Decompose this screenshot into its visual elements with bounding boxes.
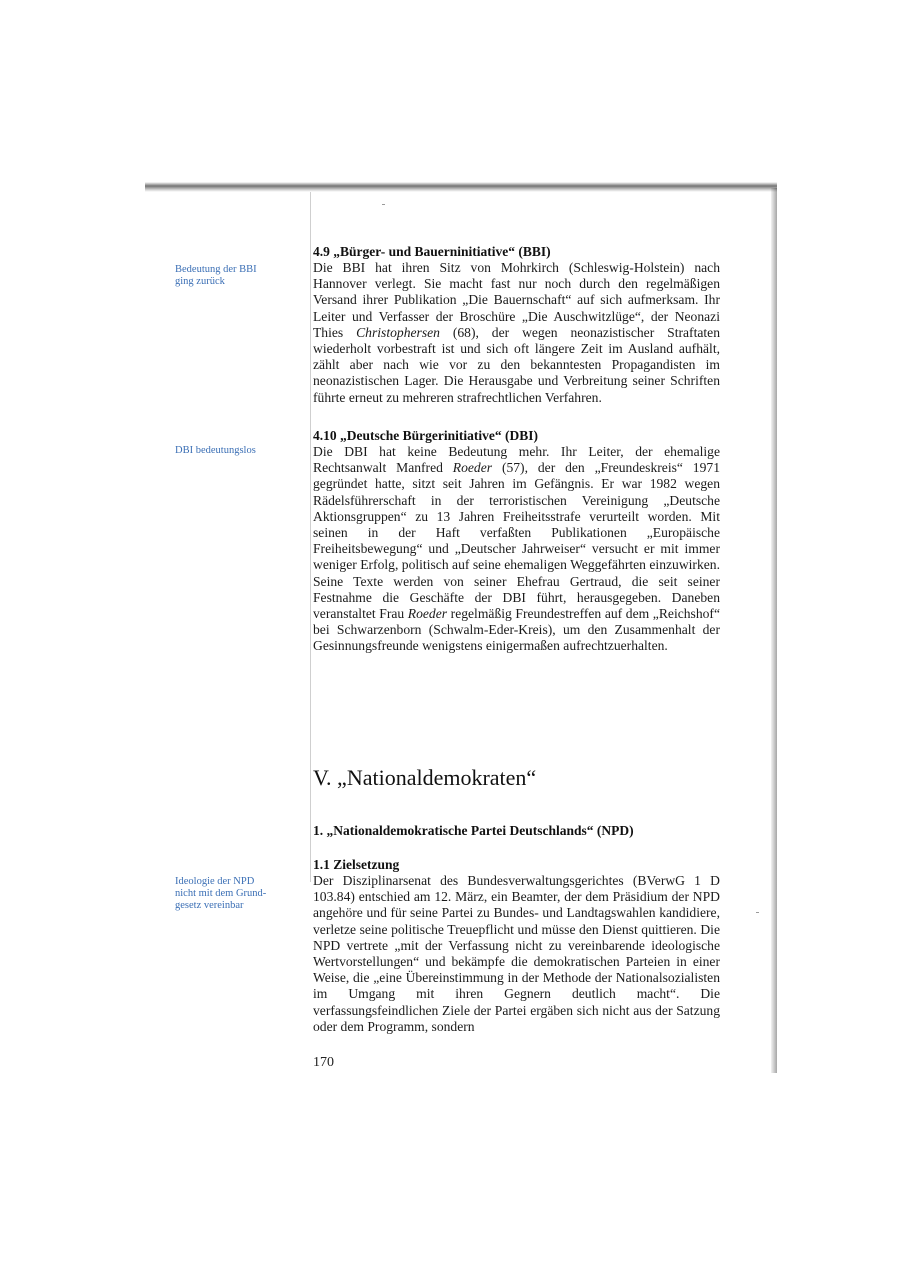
text-run: Die DBI hat keine Bedeutung mehr. Ihr Leiter, der ehemalige Rechtsanwalt Manfred <box>313 444 720 476</box>
paragraph <box>313 873 720 1035</box>
margin-note-dbi: DBI bedeutungslos <box>175 445 256 456</box>
page-number: 170 <box>313 1055 334 1070</box>
paragraph <box>313 444 720 655</box>
paragraph <box>313 260 720 406</box>
text-run: regelmäßig Freundestreffen auf dem „Reichshof“ bei Schwarzenborn (Schwalm-Eder-Kreis), um den Zusammenhalt der Gesinnungsfreunde wenigstens einigermaßen aufrechtzuerhalten. <box>313 606 720 654</box>
margin-note-bbi: Bedeutung der BBI ging zurück <box>175 264 257 287</box>
chapter-title: V. „Nationaldemokraten“ <box>313 765 537 790</box>
margin-note-npd: Ideologie der NPD nicht mit dem Grund- gesetz vereinbar <box>175 876 267 911</box>
italic-name: Roeder <box>452 460 493 476</box>
section-body-4-10 <box>313 444 720 655</box>
section-heading-4-9: 4.9 „Bürger- und Bauerninitiative“ (BBI) <box>313 244 551 259</box>
column-divider <box>310 192 311 882</box>
scan-top-edge-shadow <box>145 182 777 192</box>
text-run: Die BBI hat ihren Sitz von Mohrkirch (Schleswig-Holstein) nach Hannover verlegt. Sie macht fast nur noch durch den regelmäßigen Versand ihrer Publikation „Die Bauernschaft“ auf sich aufmerksam. Ihr Leiter und Verfasser der Broschüre „Die Auschwitzlüge“, der Neonazi Thies <box>313 260 720 340</box>
text-run: (57), der den „Freundeskreis“ 1971 gegründet hatte, sitzt seit Jahren im Gefängnis. Er war 1982 wegen Rädelsführerschaft in der terroristischen Vereinigung „Deutsche Aktionsgruppen“ zu 13 Jahren Freiheitsstrafe verurteilt worden. Mit seinen in der Haft verfaßten Publikationen „Europäische Freiheitsbewegung“ und „Deutscher Jahrweiser“ versucht er mit immer weniger Erfolg, politisch auf seine ehemaligen Weggefährten einzuwirken. Seine Texte werden von seiner Ehefrau Gertraud, die seit seiner Festnahme die Geschäfte der DBI führt, herausgegeben. Daneben veranstaltet Frau <box>313 460 720 622</box>
italic-name: Roeder <box>407 606 448 622</box>
section-heading-1: 1. „Nationaldemokratische Partei Deutschlands“ (NPD) <box>313 823 634 838</box>
section-heading-4-10: 4.10 „Deutsche Bürgerinitiative“ (DBI) <box>313 428 538 443</box>
italic-name: Christophersen <box>356 324 440 340</box>
section-body-1-1 <box>313 873 720 1035</box>
section-heading-1-1: 1.1 Zielsetzung <box>313 857 400 872</box>
scan-right-edge-shadow <box>771 188 777 1073</box>
scan-speck <box>756 912 759 913</box>
text-run: Der Disziplinarsenat des Bundesverwaltungsgerichtes (BVerwG 1 D 103.84) entschied am 12. März, ein Beamter, der dem Präsidium der NPD angehöre und für seine Partei zu Bundes- und Landtagswahlen kandidiere, verletze seine politische Treuepflicht und müsse den Dienst quittieren. Die NPD vertrete „mit der Verfassung nicht zu vereinbarende ideologische Wertvorstellungen“ und bekämpfe die demokratischen Parteien in einer Weise, die „eine Übereinstimmung in der Methode der Nationalsozialisten im Umgang mit ihren Gegnern deutlich macht“. Die verfassungsfeindlichen Ziele der Partei ergäben sich nicht aus der Satzung oder dem Programm, sondern <box>313 873 720 1034</box>
text-run: (68), der wegen neonazistischer Straftaten wiederholt vorbestraft ist und sich oft längere Zeit im Ausland aufhält, zählt aber nach wie vor zu den bekanntesten Propagandisten im neonazistischen Lager. Die Herausgabe und Verbreitung seiner Schriften führte erneut zu mehreren strafrechtlichen Verfahren. <box>313 324 720 405</box>
section-body-4-9 <box>313 260 720 406</box>
scan-speck <box>382 204 385 205</box>
